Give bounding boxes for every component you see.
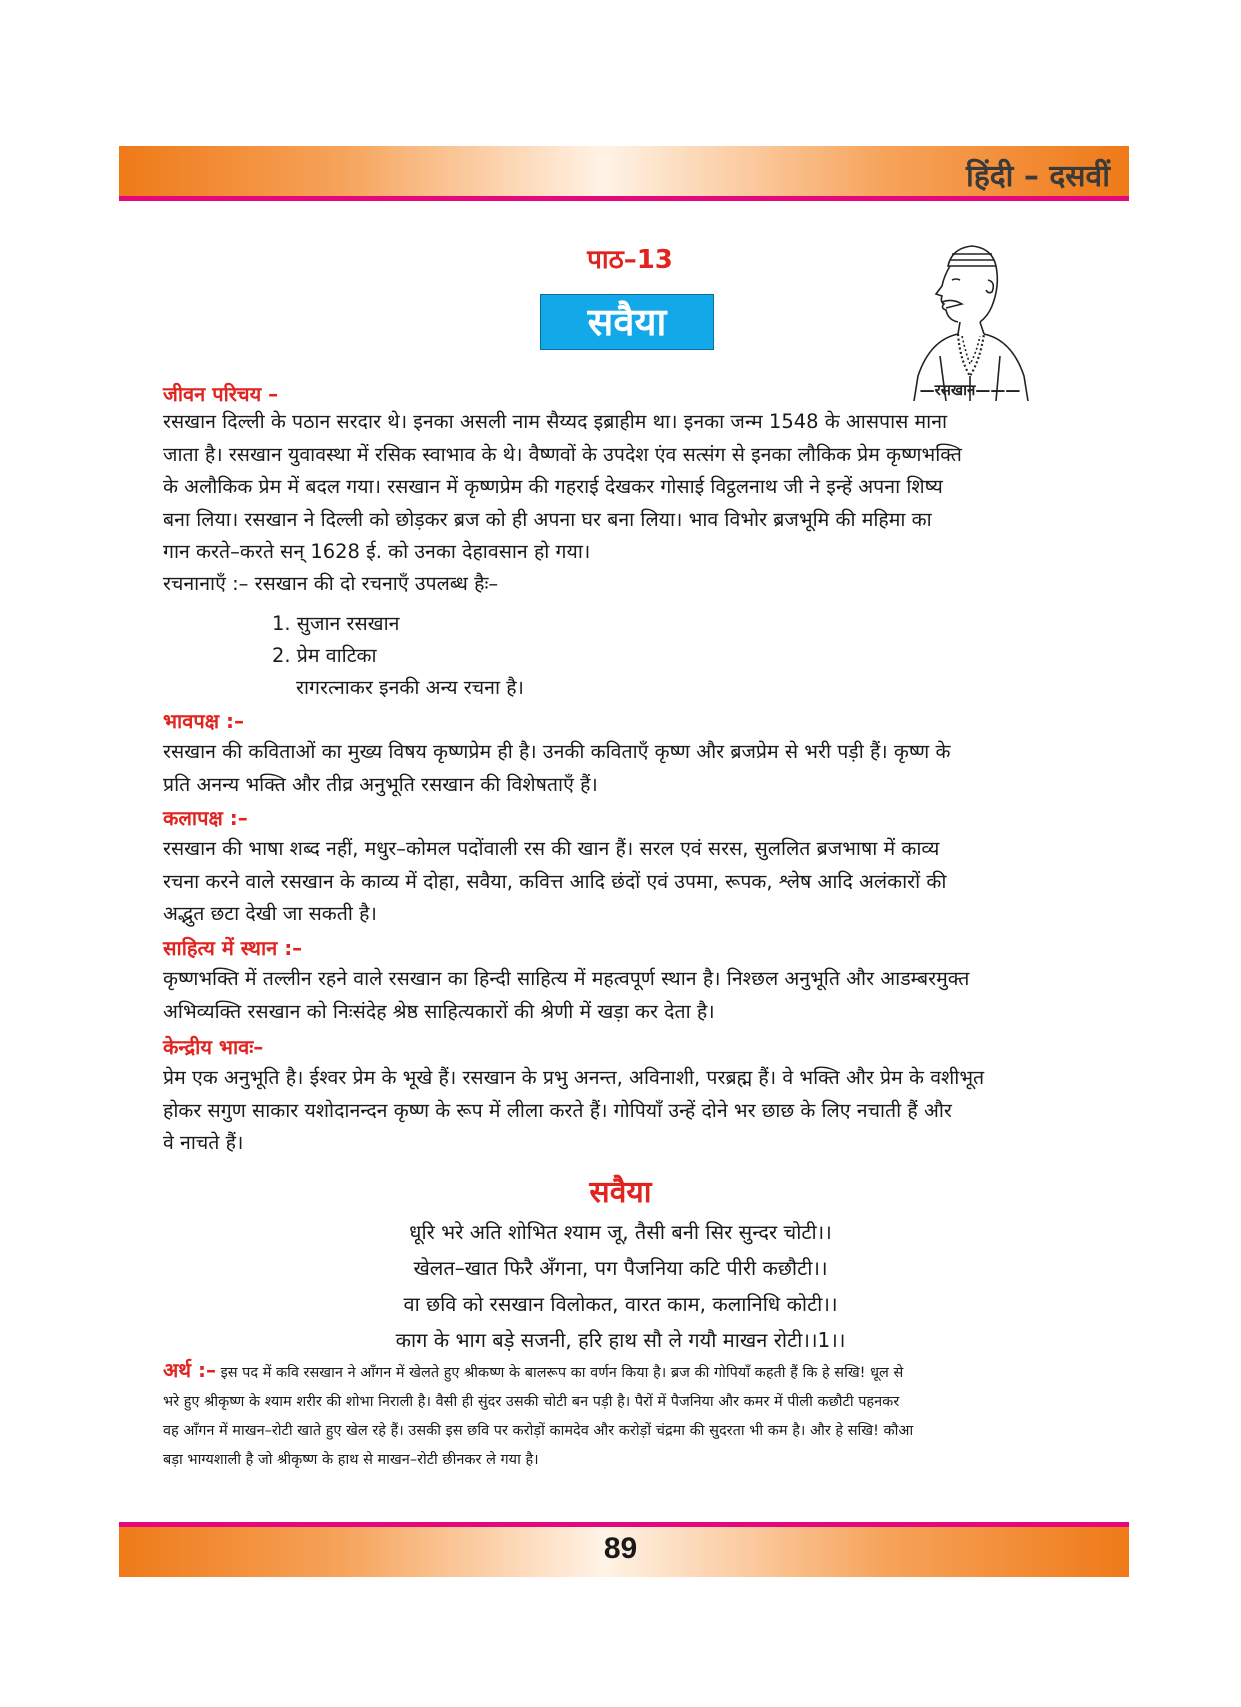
poet-portrait-image	[900, 236, 1040, 401]
kendriya-line: प्रेम एक अनुभूति है। ईश्वर प्रेम के भूखे हैं। रसखान के प्रभु अनन्त, अविनाशी, परब्रह्म हैं। वे भक्ति और प्रेम के वशीभूत	[163, 1066, 985, 1089]
jeevan-line: जाता है। रसखान युवावस्था में रसिक स्वाभाव के थे। वैष्णवों के उपदेश एंव सत्संग से इनका लौकिक प्रेम कृष्णभक्ति	[163, 442, 962, 466]
meaning-paragraph	[163, 1356, 1088, 1475]
poem-line: धूरि भरे अति शोभित श्याम जू, तैसी बनी सिर सुन्दर चोटी।।	[409, 1220, 832, 1244]
rachnayen-note: रागरत्नाकर इनकी अन्य रचना है।	[296, 676, 524, 699]
meaning-line-text: इस पद में कवि रसखान ने आँगन में खेलते हुए श्रीकष्ण के बालरूप का वर्णन किया है। ब्रज की गोपियाँ कहती हैं कि हे सखि! धूल से	[220, 1365, 904, 1381]
meaning-line: भरे हुए श्रीकृष्ण के श्याम शरीर की शोभा निराली है। वैसी ही सुंदर उसकी चोटी बन पड़ी है। पैरों में पैजनिया और कमर में पीली कछौटी पहनकर	[163, 1394, 900, 1410]
kalapaksh-line: रसखान की भाषा शब्द नहीं, मधुर–कोमल पदोंवाली रस की खान हैं। सरल एवं सरस, सुललित ब्रजभाषा में काव्य	[163, 837, 940, 860]
section-heading-bhavpaksh: भावपक्ष :–	[163, 709, 245, 733]
rachna-list-item: 1. सुजान रसखान	[272, 612, 400, 635]
jeevan-line: के अलौकिक प्रेम में बदल गया। रसखान में कृष्णप्रेम की गहराई देखकर गोसाई विट्ठलनाथ जी ने इन्हें अपना शिष्य	[163, 475, 943, 498]
portrait-caption	[900, 380, 1040, 400]
kalapaksh-line: रचना करने वाले रसखान के काव्य में दोहा, सवैया, कवित्त आदि छंदों एवं उपमा, रूपक, श्लेष आदि अलंकारों की	[163, 869, 947, 893]
jeevan-line: बना लिया। रसखान ने दिल्ली को छोड़कर ब्रज को ही अपना घर बना लिया। भाव विभोर ब्रजभूमि की महिमा का	[163, 507, 932, 531]
poem-line: वा छवि को रसखान विलोकत, वारत काम, कलानिधि कोटी।।	[403, 1292, 838, 1316]
lesson-title: सवैया	[540, 294, 714, 350]
meaning-line	[163, 1356, 1088, 1388]
jeevan-paragraph	[163, 406, 1088, 569]
poem-line: खेलत–खात फिरै अँगना, पग पैजनिया कटि पीरी कछौटी।।	[413, 1256, 828, 1280]
poem-line: काग के भाग बड़े सजनी, हरि हाथ सौ ले गयौ माखन रोटी।।1।।	[395, 1328, 846, 1352]
page-number: 89	[603, 1532, 638, 1565]
bhavpaksh-paragraph	[163, 736, 1088, 801]
jeevan-line: गान करते–करते सन् 1628 ई. को उनका देहावसान हो गया।	[163, 540, 591, 563]
caption-text: रसखान	[934, 381, 976, 399]
header-rule	[119, 196, 1129, 201]
kalapaksh-line: अद्भुत छटा देखी जा सकती है।	[163, 902, 377, 925]
meaning-line: बड़ा भाग्यशाली है जो श्रीकृष्ण के हाथ से माखन–रोटी छीनकर ले गया है।	[163, 1452, 539, 1468]
kendriya-line: वे नाचते हैं।	[163, 1131, 244, 1154]
meaning-label: अर्थ :–	[163, 1358, 217, 1382]
section-heading-jeevan: जीवन परिचय –	[163, 382, 279, 406]
meaning-line: वह आँगन में माखन–रोटी खाते हुए खेल रहे हैं। उसकी इस छवि पर करोड़ों कामदेव और करोड़ों चंद्रमा की सुदरता भी कम है। और हे सखि! कौआ	[163, 1423, 914, 1439]
bhavpaksh-line: प्रति अनन्य भक्ति और तीव्र अनुभूति रसखान की विशेषताएँ हैं।	[163, 772, 598, 796]
rachnayen-intro: रचनानाएँ :– रसखान की दो रचनाएँ उपलब्ध हैः–	[163, 572, 499, 595]
sahitya-paragraph	[163, 963, 1088, 1028]
section-heading-kalapaksh: कलापक्ष :–	[163, 806, 248, 830]
lesson-number: पाठ–13	[587, 245, 673, 275]
section-heading-sahitya: साहित्य में स्थान :–	[163, 936, 303, 960]
sahitya-line: अभिव्यक्ति रसखान को निःसंदेह श्रेष्ठ साहित्यकारों की श्रेणी में खड़ा कर देता है।	[163, 999, 715, 1023]
caption-line-left: —	[919, 381, 935, 399]
sahitya-line: कृष्णभक्ति में तल्लीन रहने वाले रसखान का हिन्दी साहित्य में महत्वपूर्ण स्थान है। निश्छल अनुभूति और आडम्बरमुक्त	[163, 967, 970, 990]
kendriya-paragraph	[163, 1062, 1088, 1160]
caption-line-right: ———	[975, 381, 1021, 399]
rachna-list-item: 2. प्रेम वाटिका	[272, 644, 377, 667]
jeevan-line: रसखान दिल्ली के पठान सरदार थे। इनका असली नाम सैय्यद इब्राहीम था। इनका जन्म 1548 के आसपास माना	[163, 410, 948, 433]
section-heading-kendriya: केन्द्रीय भावः–	[163, 1035, 264, 1059]
poem-title: सवैया	[589, 1175, 652, 1210]
kendriya-line: होकर सगुण साकार यशोदानन्दन कृष्ण के रूप में लीला करते हैं। गोपियाँ उन्हें दोने भर छाछ के लिए नचाती हैं और	[163, 1098, 952, 1122]
bhavpaksh-line: रसखान की कविताओं का मुख्य विषय कृष्णप्रेम ही है। उनकी कविताएँ कृष्ण और ब्रजप्रेम से भरी पड़ी हैं। कृष्ण के	[163, 740, 951, 763]
kalapaksh-paragraph	[163, 833, 1088, 931]
header-title: हिंदी – दसवीं	[966, 159, 1110, 194]
